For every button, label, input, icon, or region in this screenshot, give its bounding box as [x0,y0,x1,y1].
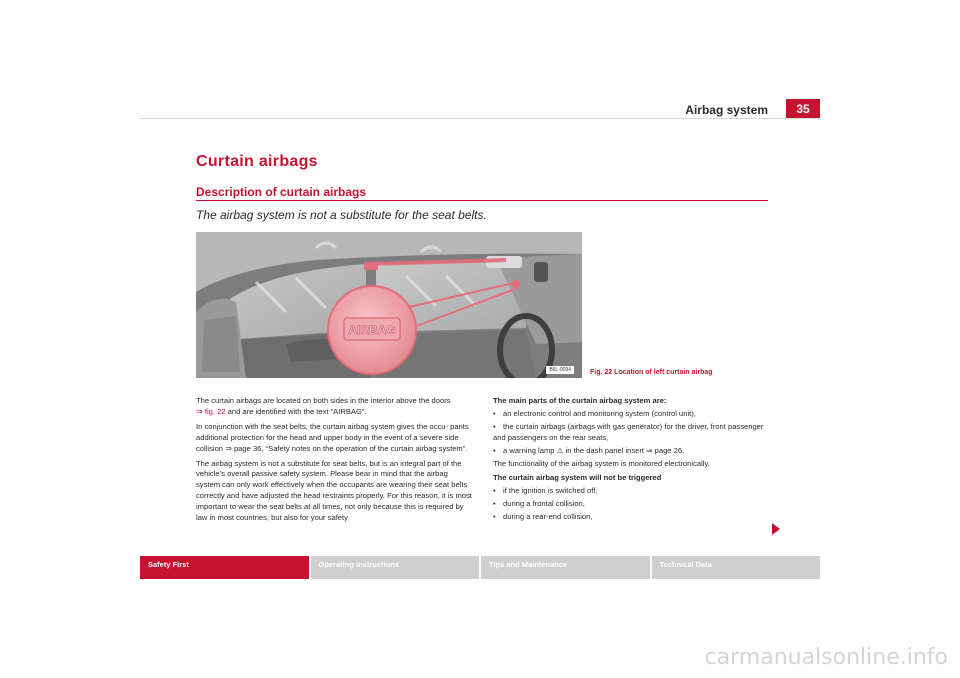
list-item: • if the ignition is switched off, [493,486,598,496]
section-divider [196,200,768,201]
lead-text: The airbag system is not a substitute for the seat belts. [196,208,487,222]
running-header-section: Airbag system [685,103,768,117]
tab-safety-first[interactable]: Safety First [140,556,309,579]
paragraph-location: The curtain airbags are located on both sides in the interior above the doors ⇒ fig. 22 and are identified with the text “AIRBAG”. [196,396,451,416]
header-divider [140,118,820,119]
list-item: • the curtain airbags (airbags with gas generator) for the driver, front passenger and passengers on the rear seats, [493,421,764,442]
curtain-airbag-figure [196,232,582,378]
fig-22-link[interactable]: fig. 22 [204,406,226,416]
bullet-icon: • [493,499,496,509]
main-parts-heading: The main parts of the curtain airbag system are: [493,396,667,405]
airbag-embossed-label: AIRBAG [348,323,396,337]
arrow-ref-icon: ⇒ [196,406,203,416]
figure-caption: Fig. 22 Location of left curtain airbag [590,369,713,376]
page-36-link[interactable]: page 36, “Safety notes on the operation of the curtain airbag system”. [231,443,468,453]
list-item: • during a frontal collision, [493,499,585,509]
page-number: 35 [786,99,820,119]
bullet-icon: • [493,512,496,522]
right-text-column [493,396,769,525]
tab-technical-data[interactable]: Technical Data [652,556,821,579]
tab-operating-instructions[interactable]: Operating instructions [311,556,480,579]
arrow-ref-icon: ⇒ [225,443,232,453]
paragraph-protection: In conjunction with the seat belts, the curtain airbag system gives the occu- pants additional protection for the head and upper body in the event of a severe side collision ⇒ page 36, “Safety notes on the operation of the curtain airbag system”. [196,421,469,453]
bullet-icon: • [493,408,496,418]
chapter-title: Curtain airbags [196,153,318,170]
car-interior-illustration [196,232,582,378]
section-title: Description of curtain airbags [196,185,367,199]
figure-code: B6L-0094 [546,366,574,374]
not-triggered-heading: The curtain airbag system will not be triggered [493,473,662,483]
bullet-icon: • [493,421,496,431]
list-item: • an electronic control and monitoring system (control unit), [493,408,696,418]
bullet-icon: • [493,445,496,455]
next-page-arrow-icon[interactable] [772,523,780,535]
paragraph-seat-belts: The airbag system is not a substitute for seat belts, but is an integral part of the vehicle’s overall passive safety system. Please bear in mind that the airbag system can only work effectively when the occupants are wearing their seat belts correctly and have adjusted the head restraints properly. For this reason, it is most important to wear the seat belts at all times, not only because this is required by law in most countries, but also for your safety [196,458,472,523]
left-text-column [196,396,472,528]
list-item: • during a rear-end collision, [493,512,593,522]
list-item: • a warning lamp ⚠ in the dash panel insert ⇒ page 26. [493,445,685,455]
chapter-nav [140,556,820,579]
monitor-text: The functionality of the airbag system is monitored electronically. [493,458,710,468]
tab-tips-and-maintenance[interactable]: Tips and Maintenance [481,556,650,579]
watermark: carmanualsonline.info [704,645,948,670]
bullet-icon: • [493,486,496,496]
